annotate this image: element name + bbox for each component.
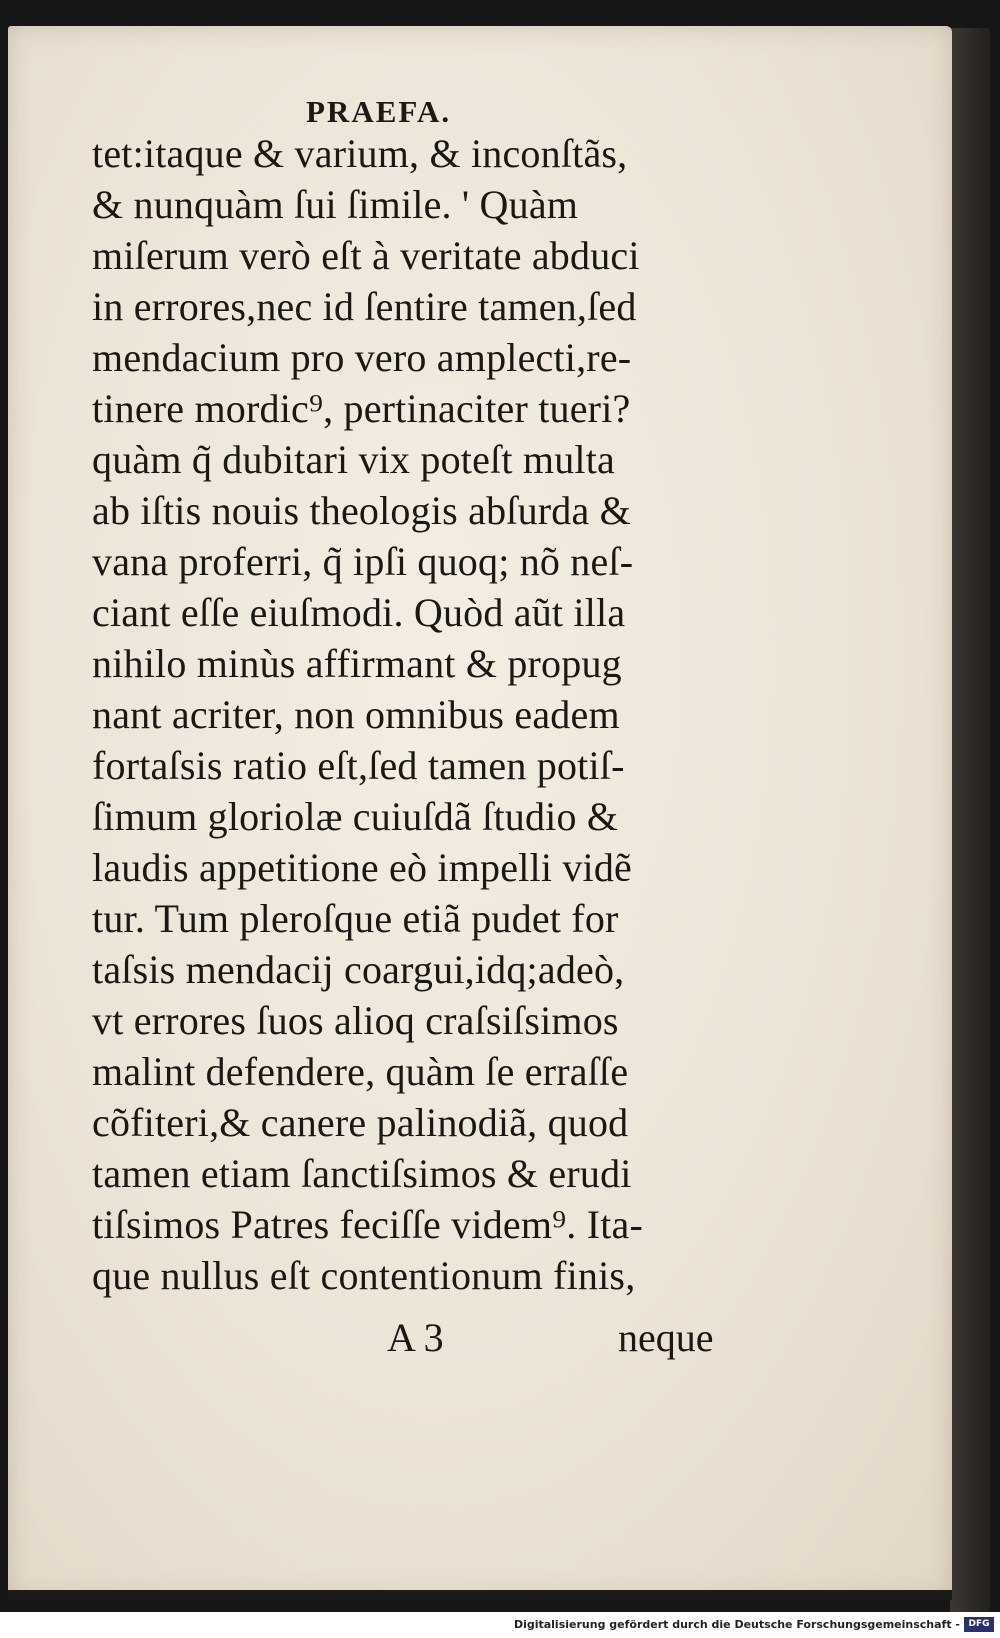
- text-line-13: fortaſsis ratio eſt,ſed tamen potiſ-: [92, 743, 625, 788]
- text-line-2: & nunquàm ſui ſimile. ' Quàm: [92, 182, 579, 227]
- text-line-23: que nullus eſt contentionum finis,: [92, 1253, 636, 1298]
- running-head: PRAEFA.: [306, 94, 452, 129]
- text-line-17: taſsis mendacij coargui,idq;adeò,: [92, 947, 625, 992]
- text-line-9: vana proferri, q̃ ipſi quoq; nõ neſ-: [92, 539, 634, 584]
- text-line-18: vt errores ſuos alioq craſsiſsimos: [92, 998, 619, 1043]
- text-line-10: ciant eſſe eiuſmodi. Quòd aũt illa: [92, 590, 626, 635]
- text-line-14: ſimum gloriolæ cuiuſdã ſtudio &: [92, 794, 619, 839]
- text-line-6: tinere mordic⁹, pertinaciter tueri?: [92, 386, 631, 431]
- text-line-19: malint defendere, quàm ſe erraſſe: [92, 1049, 629, 1094]
- book-edge: [950, 28, 990, 1612]
- text-line-8: ab iſtis nouis theologis abſurda &: [92, 488, 631, 533]
- catchword: neque: [618, 1315, 714, 1360]
- text-line-4: in errores,nec id ſentire tamen,ſed: [92, 284, 637, 329]
- body-text: [92, 128, 732, 1301]
- signature-mark: A 3: [387, 1315, 444, 1360]
- text-line-21: tamen etiam ſanctiſsimos & erudi: [92, 1151, 632, 1196]
- dfg-logo-icon: DFG: [964, 1617, 994, 1632]
- text-line-5: mendacium pro vero amplecti,re-: [92, 335, 632, 380]
- page-bottom-shadow: [8, 1590, 952, 1600]
- text-line-1: tet:itaque & varium, & inconſtãs,: [92, 131, 628, 176]
- text-line-20: cõfiteri,& canere palinodiã, quod: [92, 1100, 629, 1145]
- text-line-15: laudis appetitione eò impelli vidẽ: [92, 845, 633, 890]
- text-line-12: nant acriter, non omnibus eadem: [92, 692, 620, 737]
- text-line-22: tiſsimos Patres feciſſe videm⁹. Ita-: [92, 1202, 644, 1247]
- text-line-3: miſerum verò eſt à veritate abduci: [92, 233, 640, 278]
- funding-credit: Digitalisierung gefördert durch die Deutsche Forschungsgemeinschaft -: [513, 1618, 960, 1631]
- text-line-7: quàm q̃ dubitari vix poteſt multa: [92, 437, 615, 482]
- text-line-11: nihilo minùs affirmant & propug: [92, 641, 622, 686]
- text-line-16: tur. Tum pleroſque etiã pudet for: [92, 896, 619, 941]
